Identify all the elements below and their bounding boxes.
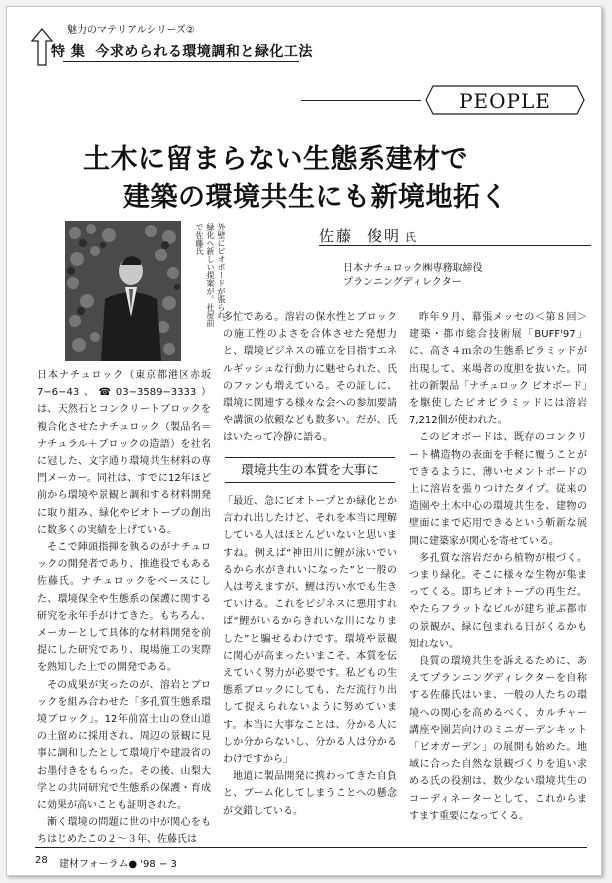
feature-heading bbox=[51, 41, 313, 61]
body-column-1 bbox=[37, 367, 211, 849]
people-tag-text: PEOPLE bbox=[459, 89, 551, 113]
photo-caption: 外壁にビオボードが張られ、緑化へ新しい提案が。社屋前で佐藤氏 bbox=[195, 223, 226, 327]
paragraph: その成果が実ったのが、溶岩とブロックを組み合わせた「多孔質生態系環境ブロック」。12年前富士山の登山道の土留めに採用され、周辺の景観に見事に調和したとして環境庁や建設省のお墨付きをもらった。その後、山梨大学との共同研究で生態系の保護・育成に効果が高いことも証明された。 bbox=[37, 679, 211, 812]
article-title-line2: 建築の環境共生にも新境地拓く bbox=[123, 182, 508, 213]
feature-title: 今求められる環境調和と緑化工法 bbox=[95, 44, 313, 60]
section-subheading: 環境共生の本質を大事に bbox=[225, 457, 395, 483]
header-rule bbox=[63, 61, 299, 62]
people-section-tag bbox=[425, 85, 585, 115]
paragraph: 多忙である。溶岩の保水性とブロックの施工性のよさを合体させた発想力と、環境ビジネスの確立を目指すエネルギッシュな行動力に魅せられた、氏のファンも増えている。その証しに、環境に関連する様々な会への参加要請や講演の依頼なども数多い。だが、氏はいたって冷静に語る。 bbox=[223, 312, 397, 444]
author-given-name: 俊明 bbox=[367, 227, 402, 245]
paragraph: 地道に製品開発に携わってきた自負と、ブーム化してしまうことへの懸念が交錯している。 bbox=[223, 771, 397, 817]
footer-rule bbox=[35, 847, 587, 848]
paragraph: 多孔質な溶岩だから植物が根づく。つまり緑化。そこに様々な生物が集まってくる。即ちビオトープの再生だ。やたらフラットなビルが建ち並ぶ都市の景観が、緑に包まれる日がくるかも知れない。 bbox=[409, 552, 587, 650]
author-company: 日本ナチュロック㈱専務取締役 bbox=[343, 263, 483, 274]
author-name bbox=[319, 225, 416, 246]
author-family-name: 佐藤 bbox=[319, 227, 354, 245]
paragraph: このビオボードは、既存のコンクリート構造物の表面を手軽に覆うことができるように、薄いセメントボードの上に溶岩を張りつけたタイプ。従来の造園や土木中心の環境共生を、建物の壁面にまで応用できるという斬新な展開に建築家が関心を寄せている。 bbox=[409, 432, 587, 547]
paragraph: 「最近、急にビオトープとか緑化とか言われ出したけど、それを本当に理解している人はほとんどいないと思いますね。例えば“神田川に鯉が泳いでいるから水がきれいになった”と一般の人は考えますが、鯉は汚い水でも生きていける。これをビジネスに悪用すれば“鯉がいるからきれいな川になりました”と騙せるわけです。環境や景観に関心が高まったいまこそ、本質を伝えていく努力が必要です。私どもの生態系ブロックにしても、ただ流行り出して捉えられないように努めています。本当に大事なことは、分かる人にしか分からないし、分かる人は分かるわけですから」 bbox=[223, 496, 397, 766]
paragraph: 良質の環境共生を訴えるために、あえてプランニングディレクターを自称する佐藤氏はいま、一般の人たちの環境への関心を高めるべく、カルチャー講座や園芸向けのミニガーデンキット「ビオガーデン」の展開も始めた。地域に合った自然な景観づくりを追い求める氏の役割は、数少ない環境共生のコーディネーターとして、これからますます重要になってくる。 bbox=[409, 656, 587, 822]
paragraph: 日本ナチュロック（東京都港区赤坂7−6−43、☎03−3589−3333）は、天然石とコンクリートブロックを複合化させたナチュロック（製品名＝ナチュラル＋ブロックの造語）を社名に冠した、文字通り環境共生材料の専門メーカー。同社は、すでに12年ほど前から環境や景観と調和する材料開発に取り組み、緑化やビオトープの創出に数多くの実績を上げている。 bbox=[37, 370, 211, 536]
portrait-photo bbox=[65, 221, 181, 361]
author-honorific: 氏 bbox=[405, 231, 417, 244]
series-label: 魅力のマテリアルシリーズ② bbox=[67, 25, 195, 36]
body-column-2-top bbox=[223, 309, 397, 447]
author-role: プランニングディレクター bbox=[343, 277, 462, 288]
magazine-issue: 建材フォーラム● '98 − 3 bbox=[59, 859, 177, 870]
page-number: 28 bbox=[35, 855, 48, 866]
section-rule bbox=[301, 100, 421, 101]
article-title-line1: 土木に留まらない生態系建材で bbox=[83, 144, 468, 175]
author-rule bbox=[319, 245, 591, 246]
portrait-photo-art bbox=[65, 221, 181, 361]
body-column-2-bottom bbox=[223, 493, 397, 820]
paragraph: 昨年９月、幕張メッセの＜第８回＞建築・都市総合技術展「BUFF'97」に、高さ４ｍ余の生態系ピラミッドが出現して、来場者の度胆を抜いた。同社の新製品「ナチュロック ビオボード」を駆使したビオピラミッドには溶岩7,212個が使われた。 bbox=[409, 312, 587, 427]
body-column-3 bbox=[409, 309, 587, 825]
paragraph: 漸く環境の問題に世の中が関心をもちはじめたこの２〜３年、佐藤氏は bbox=[37, 817, 211, 846]
feature-label: 特 集 bbox=[51, 44, 86, 60]
up-arrow-icon bbox=[31, 27, 53, 67]
magazine-page bbox=[6, 6, 602, 876]
paragraph: そこで陣頭指揮を執るのがナチュロックの開発者であり、推進役でもある佐藤氏。ナチュロックをベースにした、環境保全や生態系の保護に関する研究を永年手がけてきた。もちろん、メーカーとして具体的な材料開発を前提にした研究であり、現場施工の実際を熟知した上での開発である。 bbox=[37, 542, 211, 674]
